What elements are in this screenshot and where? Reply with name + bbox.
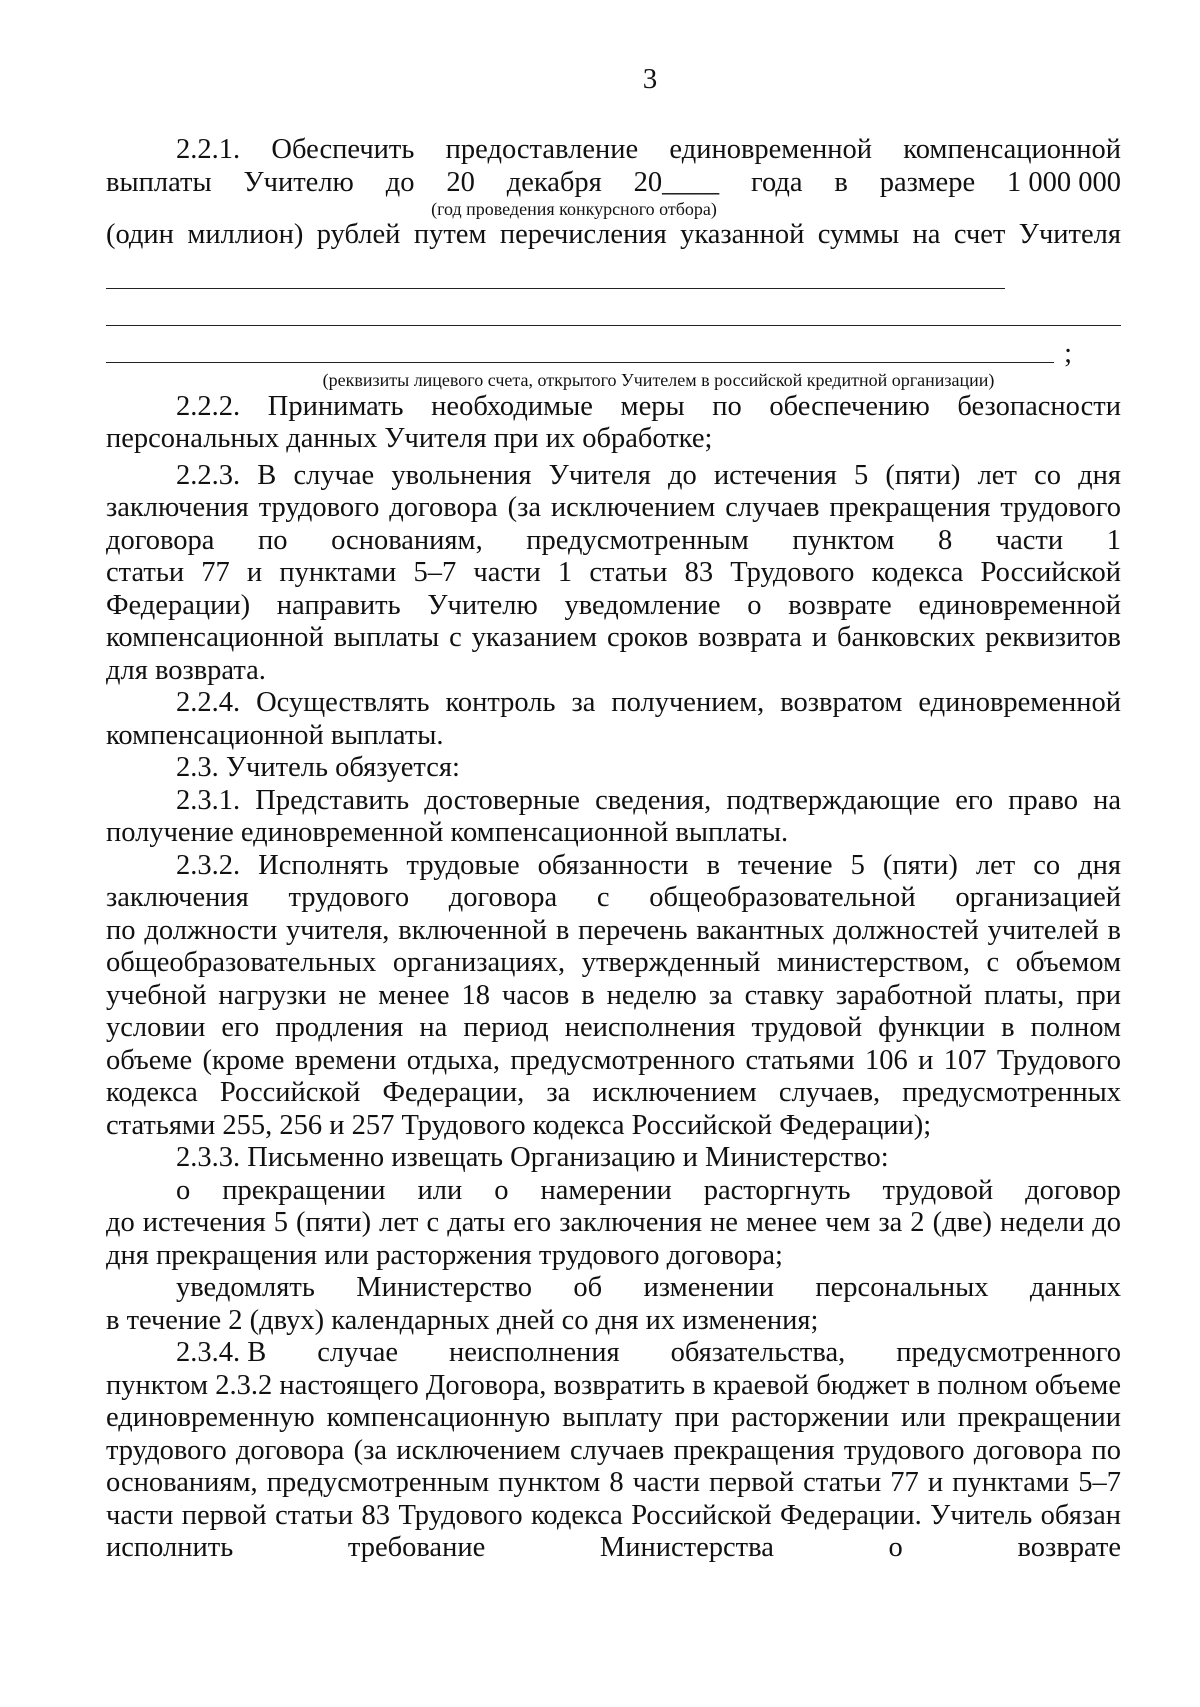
clause-2-2-3 bbox=[106, 460, 1121, 688]
semicolon: ; bbox=[1064, 337, 1072, 369]
clause-2-3-4-rest: пунктом 2.3.2 настоящего Договора, возвратить в краевой бюджет в полном объеме единовременную компенсационную выплату при расторжении или прекращении трудового договора (за исключением случаев прекращения трудового договора по основаниям, предусмотренным пунктом 8 части первой статьи 77 и пунктами 5–7 части первой статьи 83 Трудового кодекса Российской Федерации. Учитель обязан исполнить требование Министерства о возврате bbox=[106, 1369, 1121, 1563]
clause-2-2-2 bbox=[106, 391, 1121, 456]
clause-2-2-1-line-3: (один миллион) рублей путем перечисления указанной суммы на счет Учителя bbox=[106, 219, 1121, 250]
clause-2-2-1-line-1: 2.2.1. Обеспечить предоставление единовременной компенсационной bbox=[176, 134, 1121, 165]
clause-2-3-2 bbox=[106, 850, 1121, 1143]
clause-2-3: 2.3. Учитель обязуется: bbox=[176, 752, 460, 783]
clause-2-3-4-line-1: 2.3.4. В случае неисполнения обязательства, предусмотренного bbox=[176, 1337, 1121, 1368]
clause-2-3-3-title: 2.3.3. Письменно извещать Организацию и Министерство: bbox=[176, 1142, 889, 1173]
clause-2-3-4 bbox=[106, 1337, 1121, 1565]
account-blank-line-1 bbox=[106, 252, 1005, 289]
clause-2-3-3 bbox=[106, 1142, 1121, 1337]
clause-2-2-2-line-2: персональных данных Учителя при их обработке; bbox=[106, 423, 713, 454]
clause-2-3-2-line-1: 2.3.2. Исполнять трудовые обязанности в течение 5 (пяти) лет со дня bbox=[176, 849, 1121, 881]
document-body bbox=[106, 134, 1121, 1565]
clause-2-3-3-sub2-rest: в течение 2 (двух) календарных дней со дня их изменения; bbox=[106, 1304, 819, 1336]
clause-2-2-4: 2.2.4. Осуществлять контроль за получением, возвратом единовременной компенсационной выплаты. bbox=[106, 687, 1121, 751]
account-blank-line-3 bbox=[106, 326, 1072, 369]
year-caption: (год проведения конкурсного отбора) bbox=[431, 199, 717, 219]
clause-2-2-2-line-1: 2.2.2. Принимать необходимые меры по обеспечению безопасности bbox=[176, 390, 1121, 422]
clause-2-3-3-sub2-line-1: уведомлять Министерство об изменении персональных данных bbox=[176, 1272, 1121, 1303]
clause-2-3-3-sub1-line-1: о прекращении или о намерении расторгнуть трудовой договор bbox=[176, 1174, 1121, 1206]
clause-2-3-2-line-2: заключения трудового договора с общеобразовательной организацией bbox=[106, 882, 1121, 913]
clause-2-3-2-rest: по должности учителя, включенной в перечень вакантных должностей учителей в общеобразовательных организациях, утвержденный министерством, с объемом учебной нагрузки не менее 18 часов в неделю за ставку заработной платы, при условии его продления на период неисполнения трудовой функции в полном объеме (кроме времени отдыха, предусмотренного статьями 106 и 107 Трудового кодекса Российской Федерации, за исключением случаев, предусмотренных статьями 255, 256 и 257 Трудового кодекса Российской Федерации); bbox=[106, 914, 1121, 1141]
clause-2-2-3-line-3: договора по основаниям, предусмотренным пунктом 8 части 1 bbox=[106, 524, 1121, 556]
amount-value: 1 000 000 bbox=[1006, 166, 1121, 198]
requisites-caption: (реквизиты лицевого счета, открытого Учителем в российской кредитной организации) bbox=[322, 369, 995, 390]
clause-2-2-3-text-b: статьи 77 и пунктами 5–7 части 1 статьи 83 Трудового кодекса Российской Федерации) направить Учителю уведомление о возврате единовременной компенсационной выплаты с указанием сроков возврата и банковских реквизитов для возврата. bbox=[106, 557, 1121, 686]
page-number: 3 bbox=[642, 63, 658, 95]
clause-2-3-3-sub1-rest: до истечения 5 (пяти) лет с даты его заключения не менее чем за 2 (две) недели до дня прекращения или расторжения трудового договора; bbox=[106, 1207, 1121, 1271]
clause-2-2-1 bbox=[106, 134, 1121, 391]
year-blank: 20____ bbox=[633, 166, 720, 198]
clause-2-3-1: 2.3.1. Представить достоверные сведения, подтверждающие его право на получение единовременной компенсационной выплаты. bbox=[106, 784, 1121, 848]
clause-2-2-3-text-a: 2.2.3. В случае увольнения Учителя до истечения 5 (пяти) лет со дня заключения трудового договора (за исключением случаев прекращения трудового bbox=[106, 459, 1121, 523]
clause-2-2-1-line-2: выплаты Учителю до 20 декабря 20____ года в размере 1 000 000 bbox=[106, 166, 1121, 198]
account-blank-line-2 bbox=[106, 289, 1121, 326]
